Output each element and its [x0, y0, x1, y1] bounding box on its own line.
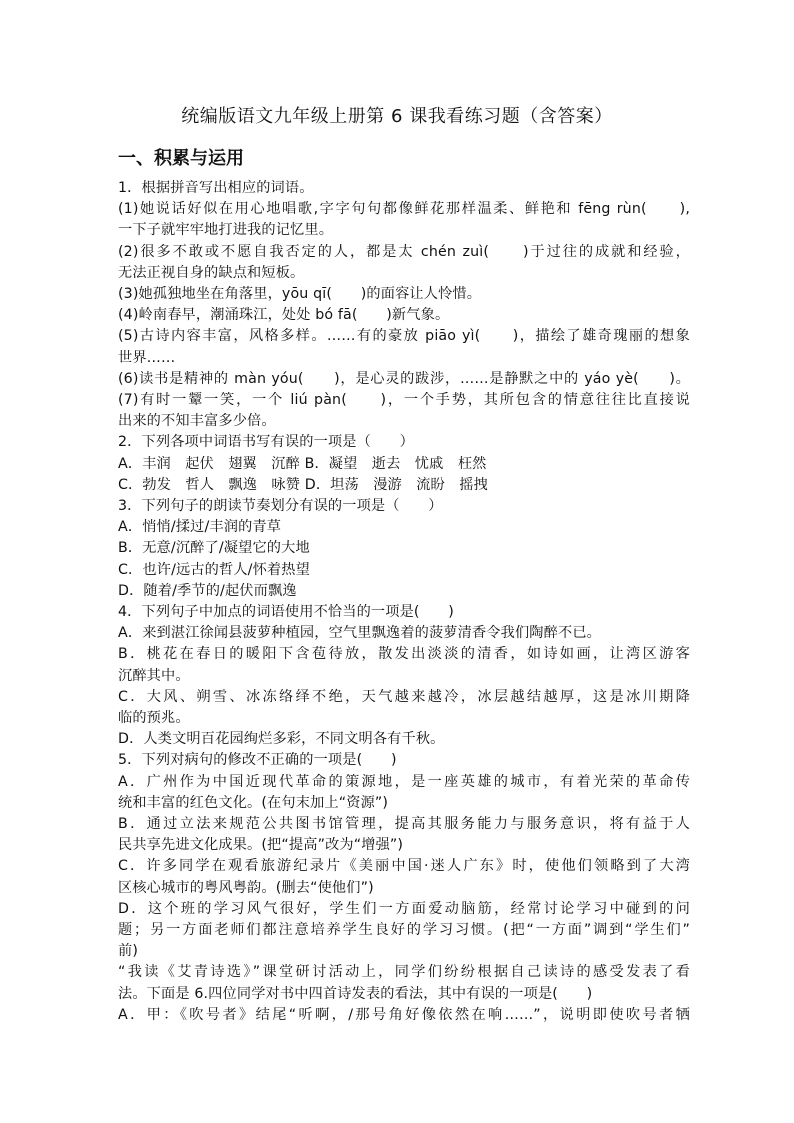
text-line: C．勃发 哲人 飘逸 咏赞 D．坦荡 漫游 流盼 摇拽	[118, 476, 488, 493]
document-title: 统编版语文九年级上册第 6 课我看练习题（含答案）	[181, 106, 613, 127]
text-line: B．通过立法来规范公共图书馆管理，提高其服务能力与服务意识，将有益于人	[118, 815, 690, 832]
text-line: “我读《艾青诗选》”课堂研讨活动上，同学们纷纷根据自己读诗的感受发表了看	[118, 964, 690, 981]
text-line: D．随着/季节的/起伏而飘逸	[118, 582, 297, 599]
text-line: 2．下列各项中词语书写有误的一项是（ ）	[118, 434, 414, 451]
text-line: 1．根据拼音写出相应的词语。	[118, 180, 314, 196]
text-line: (7)有时一颦一笑，一个 liú pàn( )，一个手势，其所包含的情意往往比直接说	[118, 391, 690, 408]
text-line: (1)她说话好似在用心地唱歌,字字句句都像鲜花那样温柔、鲜艳和 fēng rùn( ),	[118, 201, 690, 218]
text-line: A．广州作为中国近现代革命的策源地，是一座英雄的城市，有着光荣的革命传	[118, 773, 690, 790]
text-line: (4)岭南春早，潮涌珠江，处处 bó fā( )新气象。	[118, 307, 450, 324]
text-line: B．桃花在春日的暖阳下含苞待放，散发出淡淡的清香，如诗如画，让湾区游客	[118, 646, 690, 663]
text-line: 无法正视自身的缺点和短板。	[118, 264, 305, 281]
text-line: 民共享先进文化成果。(把“提高”改为“增强”)	[118, 837, 404, 854]
text-line: 一下子就牢牢地打进我的记忆里。	[118, 222, 334, 239]
text-line: B．无意/沉醉了/凝望它的大地	[118, 540, 310, 557]
text-line: 4．下列句子中加点的词语使用不恰当的一项是( )	[118, 603, 454, 620]
text-line: 法。下面是 6.四位同学对书中四首诗发表的看法，其中有误的一项是( )	[118, 985, 593, 1002]
text-line: A．悄悄/揉过/丰润的青草	[118, 519, 282, 536]
text-line: C．大风、朔雪、冰冻络绎不绝，天气越来越冷，冰层越结越厚，这是冰川期降	[118, 688, 690, 705]
section-heading: 一、积累与运用	[118, 148, 244, 169]
text-line: C．也许/远古的哲人/怀着热望	[118, 561, 310, 578]
text-line: 临的预兆。	[118, 709, 190, 726]
text-line: (6)读书是精神的 màn yóu( )，是心灵的跋涉，……是静默之中的 yáo yè( )。	[118, 370, 690, 387]
text-line: 出来的不知丰富多少倍。	[118, 413, 276, 430]
text-line: 前)	[118, 943, 139, 960]
text-line: (5)古诗内容丰富，风格多样。……有的豪放 piāo yì( )，描绘了雄奇瑰丽的想象	[118, 328, 690, 345]
text-line: 沉醉其中。	[118, 667, 190, 684]
text-line: (2)很多不敢或不愿自我否定的人，都是太 chén zuì( )于过往的成就和经验，	[118, 243, 690, 260]
text-line: D．这个班的学习风气很好，学生们一方面爱动脑筋，经常讨论学习中碰到的问	[118, 900, 690, 917]
text-line: 5．下列对病句的修改不正确的一项是( )	[118, 752, 397, 769]
text-line: 区核心城市的粤风粤韵。(删去“使他们”)	[118, 879, 374, 896]
text-line: A．丰润 起伏 翅翼 沉醉 B．凝望 逝去 忧戚 枉然	[118, 455, 487, 472]
text-line: 世界……	[118, 349, 176, 366]
text-line: A．甲：《吹号者》结尾“听啊，/那号角好像依然在响……”，说明即使吹号者牺	[118, 1006, 690, 1023]
text-line: D．人类文明百花园绚烂多彩，不同文明各有千秋。	[118, 731, 445, 748]
document-body	[118, 178, 690, 1026]
text-line: (3)她孤独地坐在角落里，yōu qī( )的面容让人怜惜。	[118, 285, 482, 302]
text-line: A．来到湛江徐闻县菠萝种植园，空气里飘逸着的菠萝清香令我们陶醉不已。	[118, 625, 601, 642]
text-line: 3．下列句子的朗读节奏划分有误的一项是（ ）	[118, 497, 443, 514]
text-line: 题；另一方面老师们都注意培养学生良好的学习习惯。(把“一方面”调到“学生们”	[118, 921, 690, 938]
text-line: 统和丰富的红色文化。(在句末加上“资源”)	[118, 794, 389, 811]
text-line: C．许多同学在观看旅游纪录片《美丽中国·迷人广东》时，使他们领略到了大湾	[118, 858, 690, 875]
